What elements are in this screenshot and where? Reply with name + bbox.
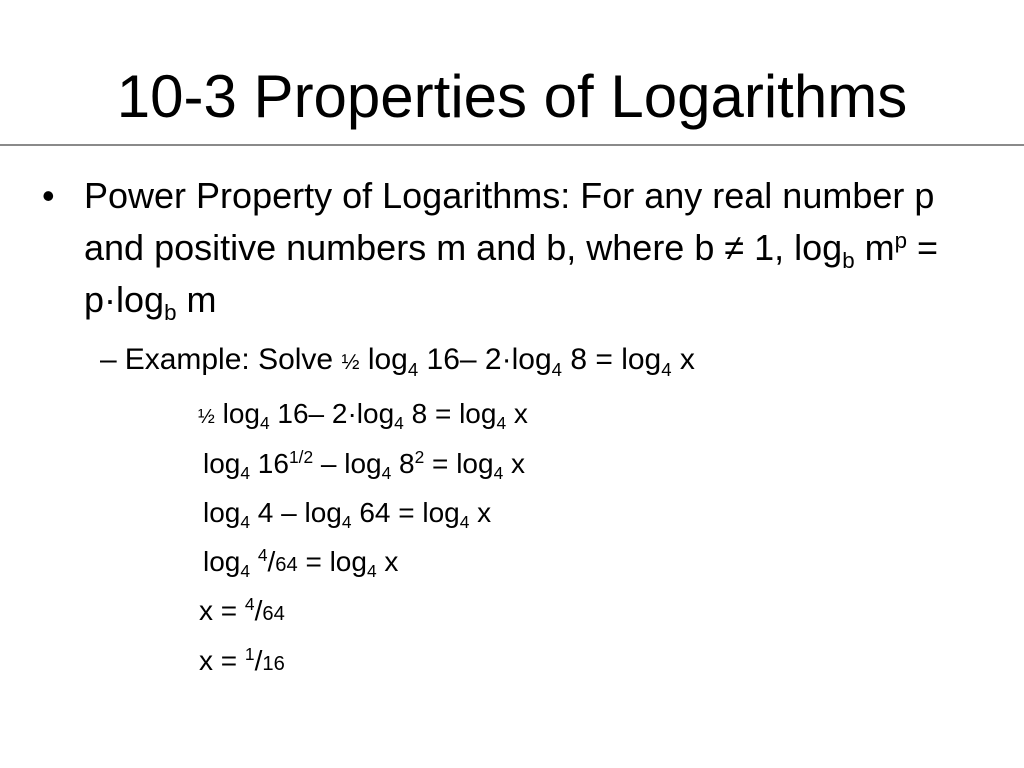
solution-step-6 <box>199 641 285 684</box>
solution-step-4 <box>203 542 398 585</box>
log-base-subscript: 4 <box>366 561 377 582</box>
step-text: = log <box>424 448 494 479</box>
exponent-superscript: 2 <box>414 447 425 468</box>
numerator-superscript: 4 <box>244 594 255 615</box>
log-base-subscript: 4 <box>661 358 672 380</box>
log-base-subscript: 4 <box>240 463 251 484</box>
sub-bullet-marker: – <box>100 343 117 376</box>
denominator: 64 <box>262 603 285 625</box>
solution-step-2 <box>203 444 525 484</box>
step-text: log <box>203 497 241 528</box>
power-superscript: p <box>894 227 908 253</box>
denominator: 16 <box>262 653 285 675</box>
bullet-text-part: m <box>854 227 895 268</box>
bullet-text-part: m <box>176 279 217 320</box>
step-text: x <box>376 546 399 577</box>
fraction-slash: / <box>254 645 263 676</box>
example-text-part: log <box>359 343 408 376</box>
example-text-part: x <box>671 343 695 376</box>
step-text: log <box>203 448 241 479</box>
step-text: 64 = log <box>351 497 460 528</box>
step-text: – log <box>313 448 382 479</box>
log-base-subscript: 4 <box>240 561 251 582</box>
exponent-superscript: 1/2 <box>288 447 314 468</box>
fraction-half: ½ <box>198 406 215 428</box>
step-text: = log <box>297 546 367 577</box>
example-text-part: 16– 2·log <box>418 343 552 376</box>
step-text <box>250 546 258 577</box>
sub-bullet-example <box>100 338 1000 384</box>
bullet-text-part: = p·log <box>84 227 939 320</box>
step-text: 4 – log <box>250 497 342 528</box>
step-text: 8 = log <box>403 398 497 429</box>
step-text: 16– 2·log <box>269 398 395 429</box>
slide-title: 10-3 Properties of Logarithms <box>116 63 908 130</box>
fraction-slash: / <box>254 595 263 626</box>
fraction-slash: / <box>267 546 276 577</box>
bullet-marker: • <box>42 175 55 216</box>
log-base-subscript: 4 <box>381 463 392 484</box>
bullet-power-property <box>42 170 982 326</box>
log-base-subscript: 4 <box>240 512 251 533</box>
step-text: 8 <box>391 448 415 479</box>
solution-step-5 <box>199 591 285 634</box>
step-text: log <box>203 546 241 577</box>
log-base-subscript: b <box>842 247 855 273</box>
title-divider <box>0 144 1024 146</box>
log-base-subscript: 4 <box>459 512 470 533</box>
log-base-subscript: 4 <box>259 413 270 434</box>
step-text: log <box>214 398 260 429</box>
step-text: 16 <box>250 448 289 479</box>
example-text-part: Example: Solve <box>124 343 342 376</box>
solution-step-1 <box>198 394 528 437</box>
log-base-subscript: 4 <box>394 413 404 434</box>
denominator: 64 <box>275 554 298 576</box>
solution-step-3 <box>203 493 491 533</box>
step-text: x = <box>199 595 245 626</box>
example-text-part: 8 = log <box>561 343 662 376</box>
numerator-superscript: 4 <box>257 545 268 566</box>
log-base-subscript: 4 <box>496 413 507 434</box>
step-text: x <box>506 398 528 429</box>
log-base-subscript: 4 <box>493 463 504 484</box>
numerator-superscript: 1 <box>244 644 255 665</box>
step-text: x <box>503 448 525 479</box>
log-base-subscript: 4 <box>341 512 352 533</box>
log-base-subscript: 4 <box>551 358 562 380</box>
step-text: x <box>469 497 492 528</box>
log-base-subscript: 4 <box>407 358 419 380</box>
bullet-text-part: Power Property of Logarithms: For any real number p and positive numbers m and b, where b ≠ 1, log <box>84 175 935 268</box>
fraction-half: ½ <box>341 349 360 374</box>
bullet-text <box>84 170 982 326</box>
log-base-subscript: b <box>164 299 177 325</box>
step-text: x = <box>199 645 245 676</box>
example-text <box>124 343 695 380</box>
